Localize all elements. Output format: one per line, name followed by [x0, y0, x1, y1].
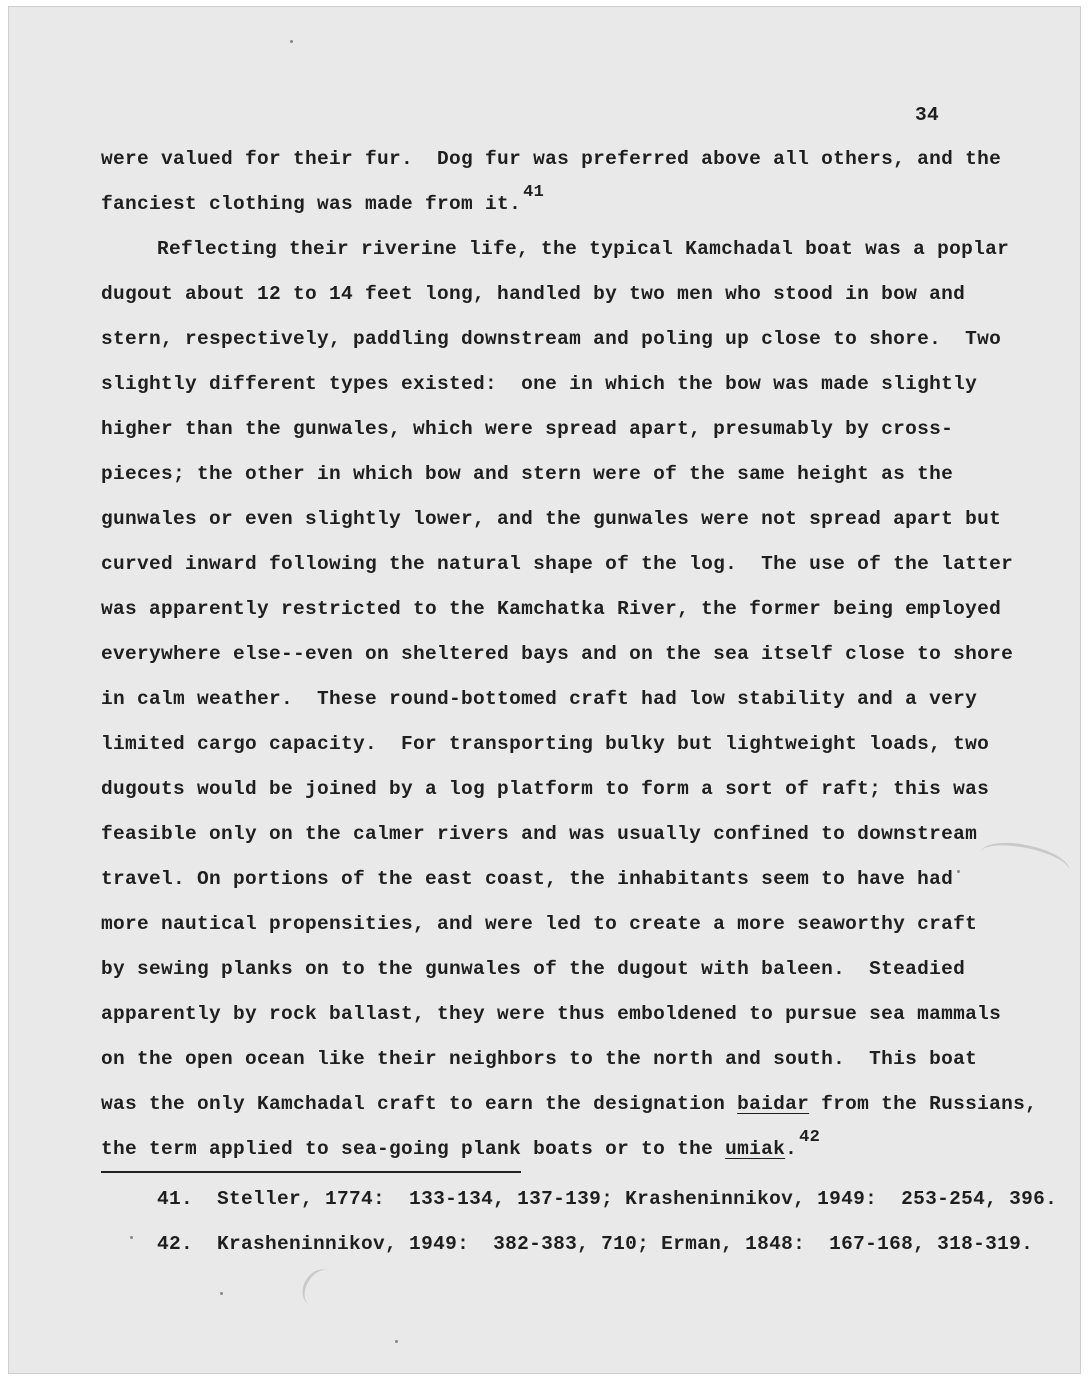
text-line: gunwales or even slightly lower, and the gunwales were not spread apart but [101, 508, 1002, 530]
text-line: everywhere else--even on sheltered bays and on the sea itself close to shore [101, 643, 1014, 665]
text-segment: from the Russians, [809, 1093, 1038, 1115]
text-line: slightly different types existed: one in which the bow was made slightly [101, 373, 978, 395]
scan-speck [957, 870, 960, 873]
text-line-content: fanciest clothing was made from it. [101, 193, 522, 215]
text-line: travel. On portions of the east coast, the inhabitants seem to have had [101, 868, 954, 890]
footnote-reference-41: 41 [523, 183, 545, 202]
text-line [101, 1128, 821, 1160]
text-line: more nautical propensities, and were led to create a more seaworthy craft [101, 913, 978, 935]
text-line: stern, respectively, paddling downstream and poling up close to shore. Two [101, 328, 1002, 350]
text-line: was apparently restricted to the Kamchatka River, the former being employed [101, 598, 1002, 620]
footnote-text: Steller, 1774: 133-134, 137-139; Krasheninnikov, 1949: 253-254, 396. [217, 1188, 1058, 1210]
scan-speck [130, 1236, 133, 1239]
footnote-reference-42: 42 [799, 1128, 821, 1147]
footnote-number: 42. [157, 1233, 194, 1255]
text-line: higher than the gunwales, which were spread apart, presumably by cross- [101, 418, 954, 440]
text-line: feasible only on the calmer rivers and was usually confined to downstream [101, 823, 978, 845]
text-line: curved inward following the natural shape of the log. The use of the latter [101, 553, 1014, 575]
underlined-term-umiak: umiak [725, 1138, 786, 1160]
footnote-42 [157, 1233, 1033, 1255]
page-number: 34 [915, 104, 940, 126]
footnote-number: 41. [157, 1188, 194, 1210]
text-line: pieces; the other in which bow and stern were of the same height as the [101, 463, 954, 485]
scan-speck [290, 40, 293, 43]
text-line: dugout about 12 to 14 feet long, handled by two men who stood in bow and [101, 283, 966, 305]
text-line [101, 1093, 1037, 1115]
underlined-term-baidar: baidar [737, 1093, 810, 1115]
text-line: Reflecting their riverine life, the typical Kamchadal boat was a poplar [157, 238, 1010, 260]
text-line: dugouts would be joined by a log platform to form a sort of raft; this was [101, 778, 990, 800]
scan-speck [395, 1340, 398, 1343]
text-segment: the term applied to sea-going plank boats or to the [101, 1138, 726, 1160]
footnote-41 [157, 1188, 1057, 1210]
text-line [101, 183, 545, 215]
text-line: apparently by rock ballast, they were thus emboldened to pursue sea mammals [101, 1003, 1002, 1025]
text-line: were valued for their fur. Dog fur was preferred above all others, and the [101, 148, 1002, 170]
scan-speck [220, 1292, 223, 1295]
text-line: by sewing planks on to the gunwales of the dugout with baleen. Steadied [101, 958, 966, 980]
text-line: limited cargo capacity. For transporting bulky but lightweight loads, two [101, 733, 990, 755]
text-line: on the open ocean like their neighbors to the north and south. This boat [101, 1048, 978, 1070]
footnote-separator [101, 1171, 521, 1173]
text-line: in calm weather. These round-bottomed craft had low stability and a very [101, 688, 978, 710]
text-segment: . [785, 1138, 798, 1160]
footnote-text: Krasheninnikov, 1949: 382-383, 710; Erman, 1848: 167-168, 318-319. [217, 1233, 1034, 1255]
text-segment: was the only Kamchadal craft to earn the designation [101, 1093, 738, 1115]
